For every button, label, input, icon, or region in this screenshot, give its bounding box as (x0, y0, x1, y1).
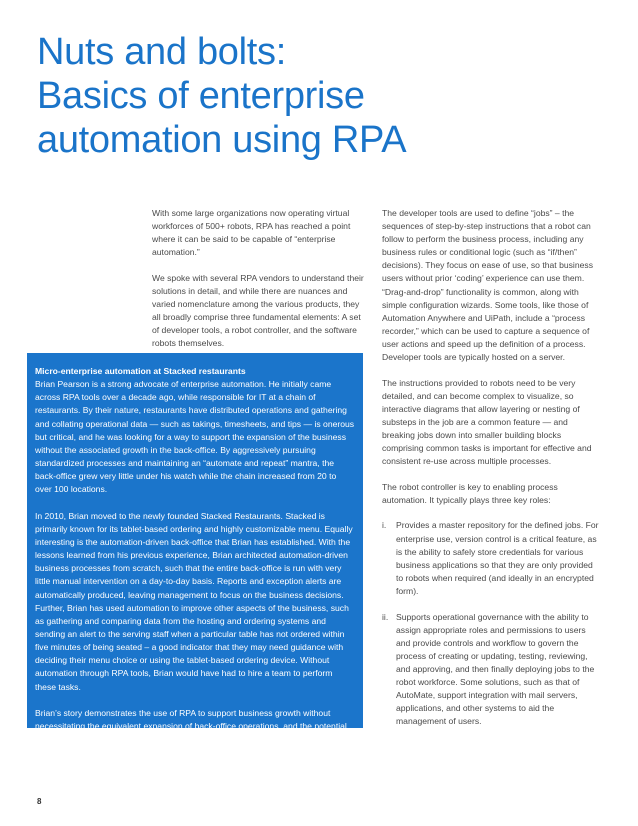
sidebar-heading: Micro-enterprise automation at Stacked restaurants (35, 366, 246, 376)
sidebar-paragraph-2: In 2010, Brian moved to the newly founded Stacked Restaurants. Stacked is primarily known for its tablet-based ordering and highly customizable menu. Equally interesting is the automation-driven back-office that Brian has established. With the lessons learned from his previous experience, Brian architected automation-driven business processes from scratch, such that the entire back-office is run with very little manual intervention on a day-to-day basis. Reports and exception alerts are automatically produced, leaving management to focus on the business decisions. Further, Brian has used automation to improve other aspects of the business, such as gathering and comparing data from the hosting and ordering systems and sending an alert to the serving staff when a particular table has not ordered within five minutes of being seated – a good indicator that they may need guidance with deciding their menu choice or using the tablet-based ordering device. Without automation through RPA tools, Brian would have had to hire a team to perform these tasks. (35, 510, 353, 692)
list-marker: ii. (382, 611, 389, 622)
case-study-sidebar (27, 353, 363, 758)
right-column (382, 207, 600, 741)
list-item (382, 519, 600, 598)
sidebar-paragraph-3: Brian’s story demonstrates the use of RPA to support business growth without necessitating the equivalent expansion of back-office operations, and the potential of using RPA to underpin new services — as applicable to a large enterprise trying to foster innovation as to a small one. (35, 707, 348, 758)
intro-paragraph-2: We spoke with several RPA vendors to understand their solutions in detail, and while there are nuances and varied nomenclature among the various products, they all broadly comprise three fundamental elements: A set of developer tools, a robot controller, and the software robots themselves. (152, 272, 364, 349)
right-paragraph-2: The instructions provided to robots need to be very detailed, and can become complex to visualize, so interactive diagrams that allow layering or nesting of substeps in the job are a common feature — and breaking jobs down into smaller building blocks comprising common tasks is important for effective and consistent re-use across multiple processes. (382, 377, 592, 467)
list-item-text: Supports operational governance with the ability to assign appropriate roles and permissions to users and provide controls and workflow to govern the process of creating or updating, testing, reviewing, and approving, and then finally deploying jobs to the robot workforce. Some solutions, such as that of AutoMate, support integration with mail servers, applications, and other systems to aid the management of users. (396, 611, 595, 727)
right-paragraph-1: The developer tools are used to define “jobs” – the sequences of step-by-step instructions that a robot can follow to perform the business process, including any business rules or conditional logic (such as “if/then” decisions). They focus on ease of use, so that business users without prior ‘coding’ experience can use them. “Drag-and-drop” functionality is common, along with simple configuration wizards. Some tools, like those of Automation Anywhere and UiPath, include a “process recorder,” which can be used to capture a sequence of user actions and speed up the definition of a process. Developer tools are typically hosted on a server. (382, 208, 593, 363)
page-number: 8 (37, 797, 42, 806)
list-marker: i. (382, 520, 387, 531)
title-line-1: Nuts and bolts: (37, 31, 286, 73)
list-item (382, 611, 600, 729)
list-item-text: Provides a master repository for the defined jobs. For enterprise use, version control is a critical feature, as is the ability to safely store credentials for various business applications so that they are only provided to robots when required (and ideally in an encrypted form). (396, 520, 599, 596)
intro-column (152, 207, 364, 363)
title-line-2: Basics of enterprise (37, 75, 365, 117)
controller-roles-list (382, 519, 600, 728)
sidebar-paragraph-1: Brian Pearson is a strong advocate of enterprise automation. He initially came across RPA tools over a decade ago, while responsible for IT at a chain of restaurants. By their nature, restaurants have distributed operations and gathering and collating operational data — such as takings, timesheets, and tips — is onerous but critical, and he was looking for a way to support the expansion of the business without the associated growth in the back-office. By aggressively pursuing standardized processes and maintaining an “automate and repeat” mantra, the back-office grew very little under his watch while the chain increased from 20 to over 100 locations. (35, 379, 355, 495)
right-paragraph-3: The robot controller is key to enabling process automation. It typically plays three key roles: (382, 481, 558, 505)
title-line-3: automation using RPA (37, 119, 407, 161)
intro-paragraph-1: With some large organizations now operating virtual workforces of 500+ robots, RPA has reached a point where it can be said to be capable of “enterprise automation.” (152, 208, 351, 258)
page-title (37, 30, 597, 162)
